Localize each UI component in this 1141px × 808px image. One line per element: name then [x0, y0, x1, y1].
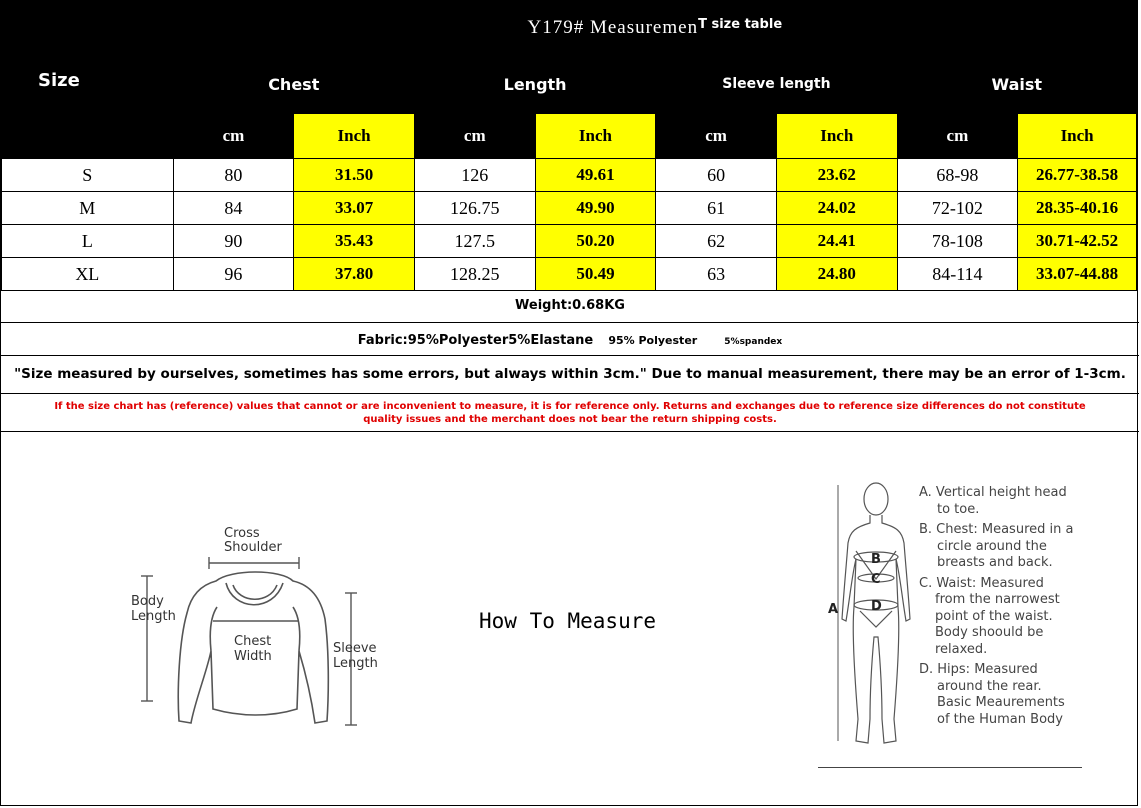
legend-c-line: C. Waist: Measured — [919, 575, 1044, 591]
row-size: S — [2, 159, 174, 192]
cell-length-inch: 49.61 — [535, 159, 656, 192]
cell-sleeve-cm: 60 — [656, 159, 777, 192]
cell-chest-inch: 37.80 — [294, 258, 415, 291]
letter-d: D — [871, 599, 882, 614]
cell-chest-cm: 84 — [173, 192, 294, 225]
body-figure — [816, 479, 916, 754]
table-row-xl — [2, 258, 1137, 291]
cell-waist-inch: 28.35-40.16 — [1018, 192, 1137, 225]
cell-chest-cm: 96 — [173, 258, 294, 291]
cell-chest-cm: 90 — [173, 225, 294, 258]
legend-a-line: to toe. — [937, 501, 980, 517]
legend-b-line: breasts and back. — [937, 555, 1053, 570]
cell-sleeve-cm: 63 — [656, 258, 777, 291]
label-width: Width — [234, 649, 272, 664]
fabric-extra-spandex: 5%spandex — [724, 337, 783, 347]
fabric-extra-polyester: 95% Polyester — [608, 334, 698, 347]
cell-waist-cm: 72-102 — [897, 192, 1018, 225]
legend-d-line: of the Human Body — [937, 711, 1063, 727]
cell-chest-inch: 33.07 — [294, 192, 415, 225]
letter-b: B — [871, 552, 881, 567]
cell-sleeve-cm: 61 — [656, 192, 777, 225]
cell-chest-inch: 35.43 — [294, 225, 415, 258]
cell-chest-inch: 31.50 — [294, 159, 415, 192]
cell-sleeve-inch: 24.41 — [776, 225, 897, 258]
legend-item-a — [919, 485, 1099, 518]
table-title — [173, 2, 1136, 55]
group-sleeve-length: Sleeve length — [656, 55, 897, 114]
cell-length-cm: 126 — [414, 159, 535, 192]
sweater-diagram — [121, 521, 401, 736]
legend-item-c — [919, 576, 1099, 659]
unit-inch: Inch — [776, 114, 897, 159]
unit-cm: cm — [656, 114, 777, 159]
fabric-text: Fabric:95%Polyester5%Elastane — [357, 333, 594, 348]
size-header: Size — [2, 2, 174, 159]
legend-b-line: B. Chest: Measured in a — [919, 522, 1074, 537]
weight-text: Weight:0.68KG — [515, 298, 625, 313]
legend-c-line: relaxed. — [935, 641, 988, 657]
cell-length-inch: 49.90 — [535, 192, 656, 225]
legend-d-line: D. Hips: Measured — [919, 662, 1038, 677]
measure-legend — [919, 485, 1099, 732]
unit-inch: Inch — [294, 114, 415, 159]
cell-length-cm: 127.5 — [414, 225, 535, 258]
group-waist: Waist — [897, 55, 1136, 114]
cell-waist-cm: 78-108 — [897, 225, 1018, 258]
label-sleeve: Sleeve — [333, 641, 377, 656]
letter-c: C — [871, 572, 881, 587]
group-chest: Chest — [173, 55, 414, 114]
row-size: XL — [2, 258, 174, 291]
cell-length-inch: 50.20 — [535, 225, 656, 258]
label-sleeve-length: Length — [333, 656, 378, 671]
cell-length-cm: 128.25 — [414, 258, 535, 291]
legend-item-b — [919, 522, 1099, 572]
unit-inch: Inch — [535, 114, 656, 159]
legend-a-line: A. Vertical height head — [919, 485, 1067, 500]
group-length: Length — [414, 55, 655, 114]
letter-a: A — [828, 602, 839, 617]
unit-inch: Inch — [1018, 114, 1137, 159]
cell-sleeve-inch: 24.02 — [776, 192, 897, 225]
red-note-text: If the size chart has (reference) values that cannot or are inconvenient to measure, it is for reference only. Returns and exchanges due to reference size differences do not constitute quality issues and the merchant does not bear the return shipping costs. — [54, 401, 1086, 425]
legend-c-line: from the narrowest — [935, 592, 1060, 607]
title-suffix: T size table — [698, 17, 783, 32]
row-size: M — [2, 192, 174, 225]
cell-length-cm: 126.75 — [414, 192, 535, 225]
cell-chest-cm: 80 — [173, 159, 294, 192]
unit-cm: cm — [414, 114, 535, 159]
cell-waist-inch: 26.77-38.58 — [1018, 159, 1137, 192]
cell-waist-inch: 33.07-44.88 — [1018, 258, 1137, 291]
label-length: Length — [131, 609, 176, 624]
disclaimer-row — [1, 356, 1139, 394]
size-table — [1, 1, 1137, 291]
legend-d-line: around the rear. — [937, 678, 1042, 694]
how-to-measure-title: How To Measure — [479, 609, 657, 633]
legend-item-d — [919, 662, 1099, 728]
label-cross: Cross — [224, 526, 260, 541]
cell-waist-cm: 68-98 — [897, 159, 1018, 192]
disclaimer-text: "Size measured by ourselves, sometimes has some errors, but always within 3cm." Due to manual measurement, there may be an error of 1-3cm. — [14, 366, 1126, 382]
cell-sleeve-cm: 62 — [656, 225, 777, 258]
figure-baseline — [818, 767, 1082, 768]
table-row-l — [2, 225, 1137, 258]
label-body: Body — [131, 594, 164, 609]
legend-b-line: circle around the — [937, 538, 1047, 554]
cell-waist-inch: 30.71-42.52 — [1018, 225, 1137, 258]
legend-c-line: Body shoould be — [935, 625, 1044, 640]
table-row-m — [2, 192, 1137, 225]
legend-d-line: Basic Meaurements — [937, 695, 1065, 710]
table-row-s — [2, 159, 1137, 192]
title-main: Y179# Measuremen — [527, 17, 699, 38]
label-shoulder: Shoulder — [224, 540, 282, 555]
red-note-row — [1, 394, 1139, 432]
fabric-row — [1, 323, 1139, 356]
legend-c-line: point of the waist. — [935, 608, 1053, 624]
cell-length-inch: 50.49 — [535, 258, 656, 291]
cell-sleeve-inch: 24.80 — [776, 258, 897, 291]
cell-waist-cm: 84-114 — [897, 258, 1018, 291]
row-size: L — [2, 225, 174, 258]
cell-sleeve-inch: 23.62 — [776, 159, 897, 192]
weight-row — [1, 290, 1139, 323]
unit-cm: cm — [897, 114, 1018, 159]
label-chest: Chest — [234, 634, 272, 649]
unit-cm: cm — [173, 114, 294, 159]
